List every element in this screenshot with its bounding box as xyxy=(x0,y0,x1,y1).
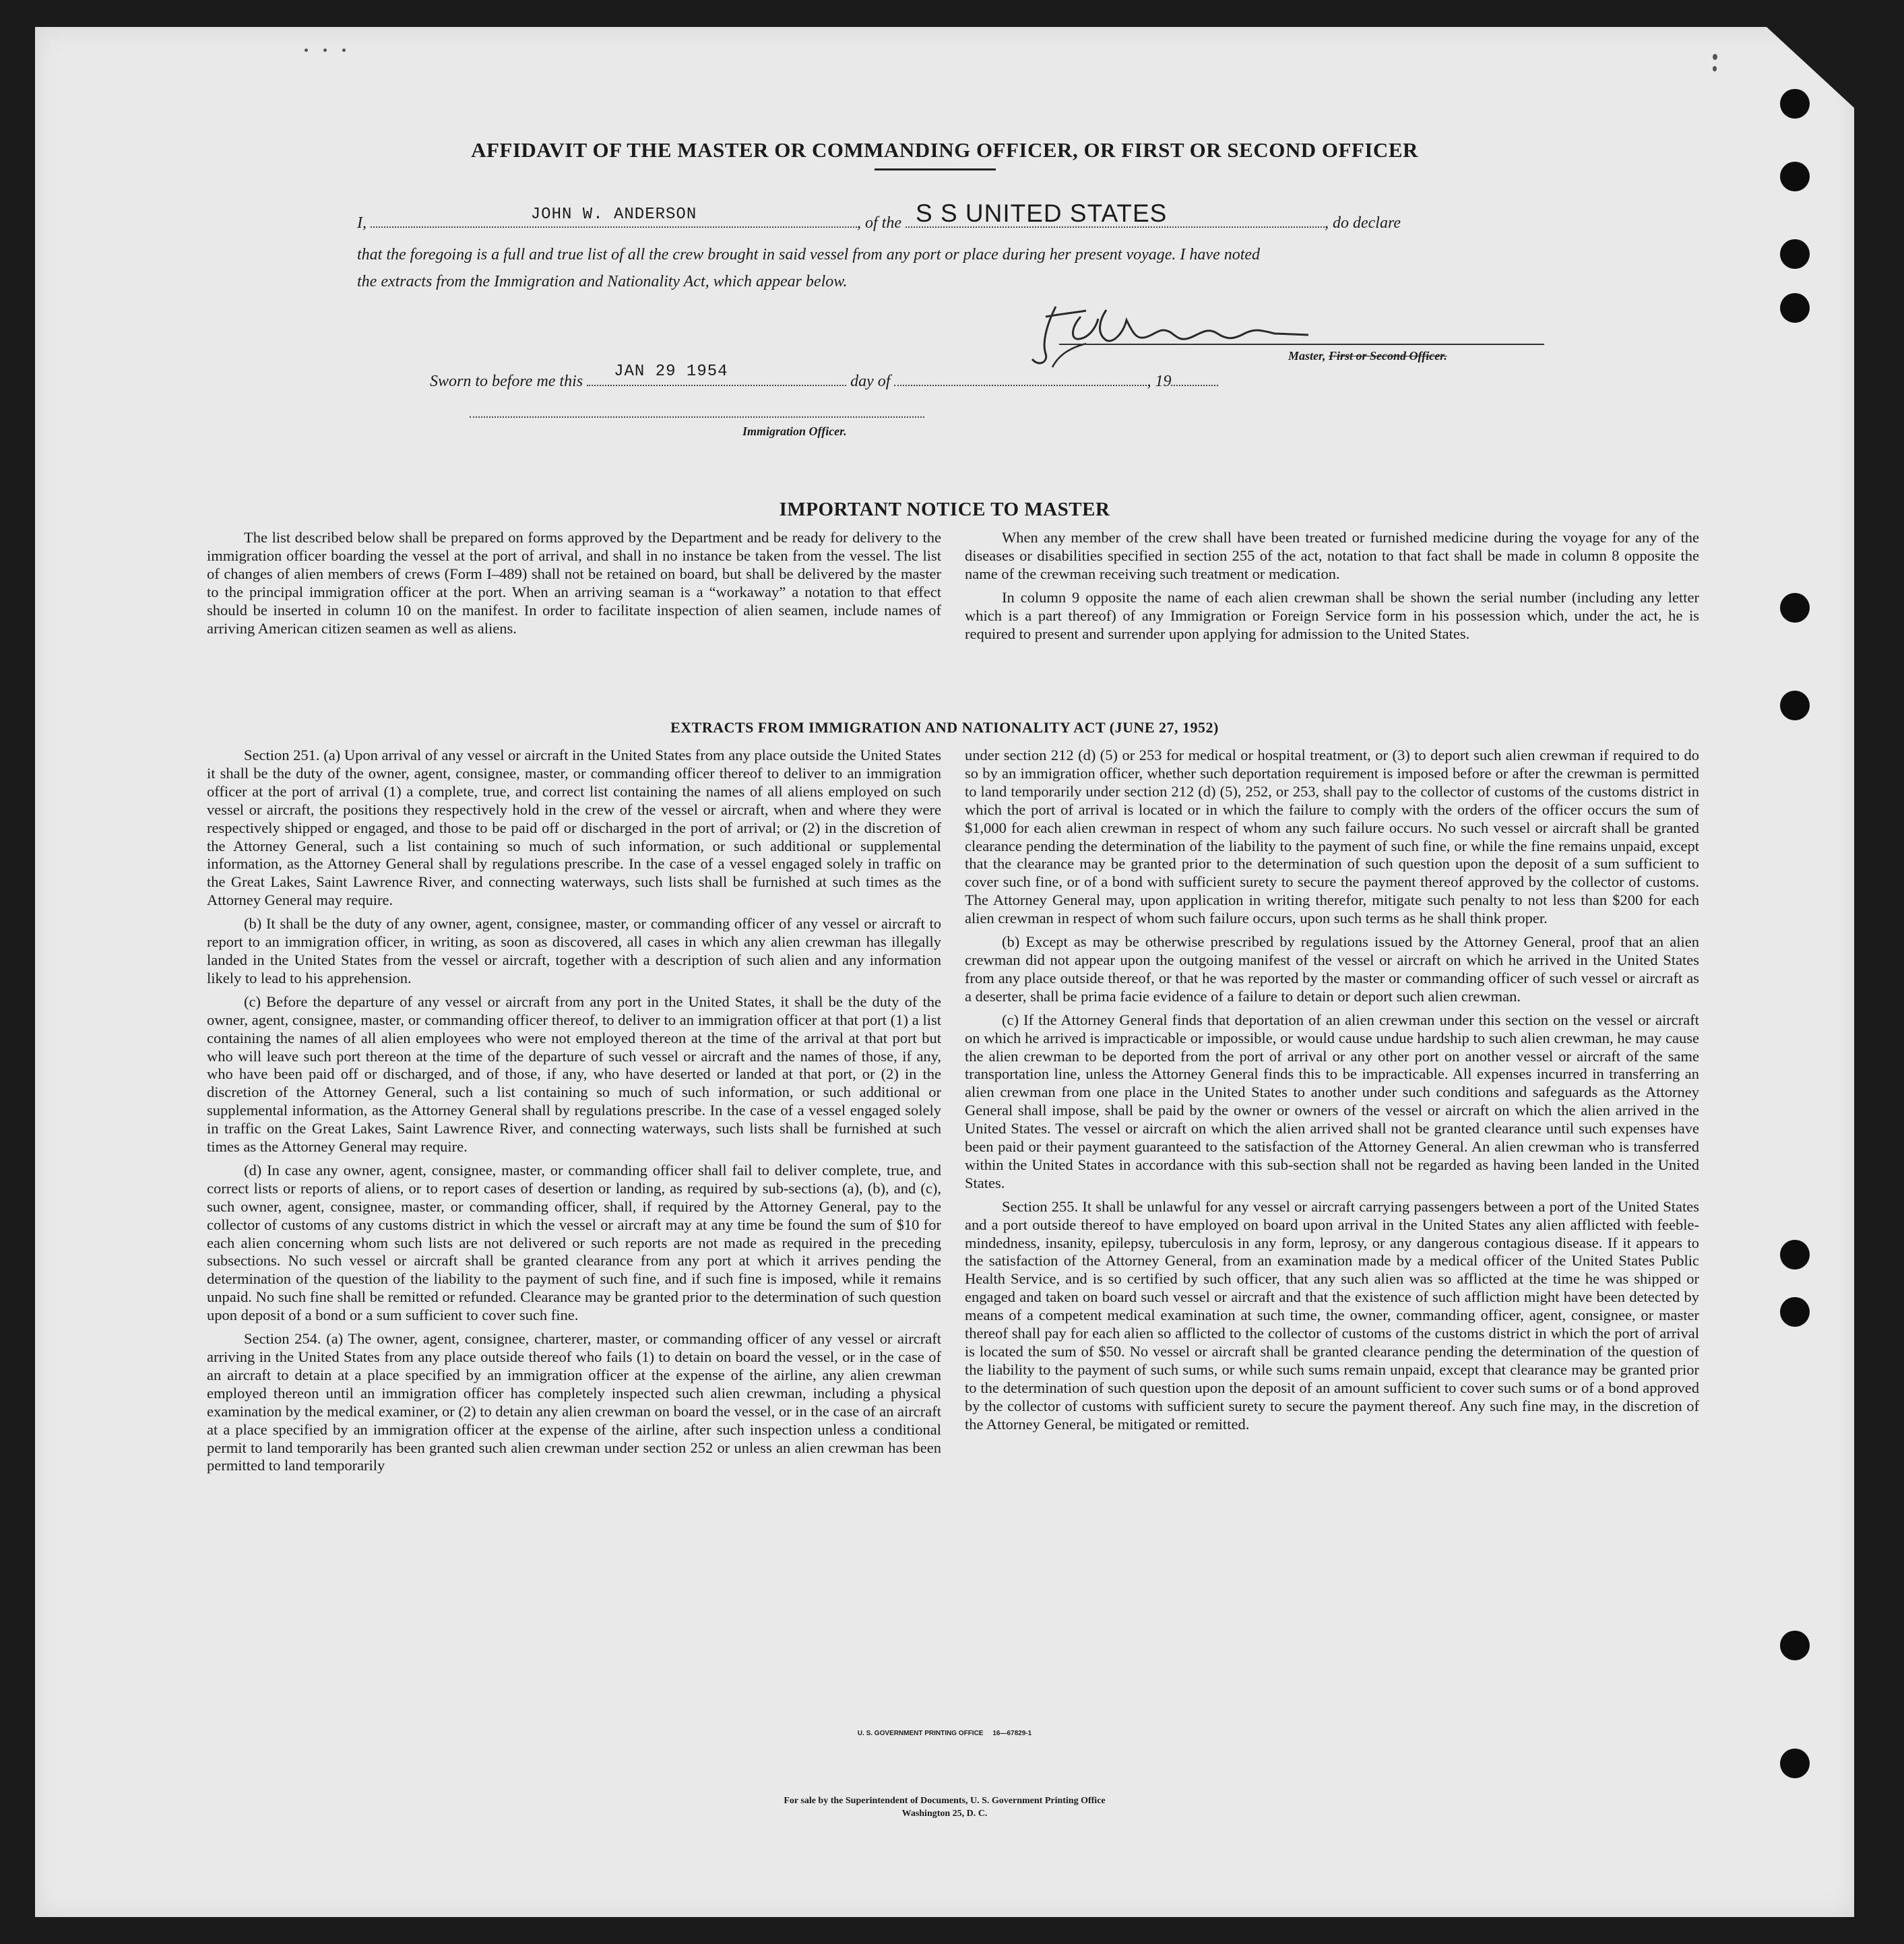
vessel-name: S S UNITED STATES xyxy=(916,199,1168,227)
affidavit-title: AFFIDAVIT OF THE MASTER OR COMMANDING OFFICER, OR FIRST OR SECOND OFFICER xyxy=(471,138,1418,162)
notice-paragraph: In column 9 opposite the name of each alien crewman shall be shown the serial number (including any letter which is a part thereof) of any Immigration or Foreign Service form in his possession which, under the act, he is required to present and surrender upon applying for admission to the United States. xyxy=(965,588,1699,642)
label-of-the: , of the xyxy=(857,214,901,232)
statement-line-2: the extracts from the Immigration and Nationality Act, which appear below. xyxy=(357,273,848,290)
extract-paragraph: Section 254. (a) The owner, agent, consignee, charterer, master, or commanding officer of any vessel or aircraft arriving in the United States from any place outside thereof who fails (1) to detain on board the vessel, or in the case of an aircraft to detain at a place specified by an immigration officer at the expense of the airline, any alien crewman employed thereon until an immigration officer has completely inspected such alien crewman, including a physical examination by the medical examiner, or (2) to detain any alien crewman on board the vessel, or in the case of an aircraft at a place specified by an immigration officer at the expense of the airline, after such inspection unless a conditional permit to land temporarily has been granted such alien crewman under section 252 or unless an alien crewman has been permitted to land temporarily xyxy=(207,1330,941,1474)
punch-hole xyxy=(1780,293,1810,323)
extracts-left-column xyxy=(207,747,941,1480)
officer-caption: Immigration Officer. xyxy=(742,425,847,438)
notice-paragraph: The list described below shall be prepared on forms approved by the Department and be ready for delivery to the immigration officer boarding the vessel at the port of arrival, and shall in no instance be taken from the vessel. The list of changes of alien members of crews (Form I–489) shall not be retained on board, but shall be delivered by the master to the principal immigration officer at the port. When an arriving seaman is a “workaway” a notation to that effect should be inserted in column 10 on the manifest. In order to facilitate inspection of alien seamen, include names of arriving American citizen seamen as well as aliens. xyxy=(207,529,941,637)
declaration-statement xyxy=(357,241,1556,295)
speck xyxy=(305,49,308,52)
label-sworn: Sworn to before me this xyxy=(430,373,583,390)
sworn-date: JAN 29 1954 xyxy=(614,363,728,381)
sale-notice-line-2: Washington 25, D. C. xyxy=(901,1809,988,1819)
extract-paragraph: (b) Except as may be otherwise prescribed by regulations issued by the Attorney General, proof that an alien crewman did not appear upon the outgoing manifest of the vessel or aircraft on which he arrived in the United States from any place outside thereof, or that he was reported by the master or commanding officer of such vessel or aircraft as a deserter, shall be prima facie evidence of a failure to detain or deport such alien crewman. xyxy=(965,933,1699,1005)
punch-hole xyxy=(1780,1240,1810,1269)
extract-paragraph: (c) Before the departure of any vessel or aircraft from any port in the United States, it shall be the duty of the owner, agent, consignee, master, or commanding officer thereof, to deliver to an immigration officer at that port (1) a list containing the names of all alien employees who were not employed thereon at the time of the arrival at that port but who will leave such port thereon at the time of the departure of such vessel or aircraft and the names of those, if any, who have been paid off or discharged, and of those, if any, who have deserted or landed at that port, or (2) in the discretion of the Attorney General, such a list containing so much of such information, or such additional or supplemental information, as the Attorney General shall by regulations prescribe. In the case of a vessel engaged solely in traffic on the Great Lakes, Saint Lawrence River, and connecting waterways, such lists shall be furnished at such times as the Attorney General may require. xyxy=(207,993,941,1156)
sale-notice-line-1: For sale by the Superintendent of Documents, U. S. Government Printing Office xyxy=(784,1796,1106,1806)
extract-paragraph: under section 212 (d) (5) or 253 for medical or hospital treatment, or (3) to deport such alien crewman if required to do so by an immigration officer, whether such deportation requirement is imposed before or after the crewman is permitted to land temporarily under section 212 (d) (5), 252, or 253, shall pay to the collector of customs of the customs district in which the port of arrival is located or in which the failure to comply with the orders of the officer occurs the sum of $1,000 for each alien crewman in respect of whom any such failure occurs. No such vessel or aircraft shall be granted clearance pending the determination of the liability to the payment of such fine, or while the fine remains unpaid, except that the clearance may be granted prior to the determination of such question upon the deposit of a sum sufficient to cover such fine, or of a bond with sufficient surety to secure the payment thereof approved by the collector of customs. The Attorney General may, upon application in writing therefor, mitigate such penalty to not less than $200 for each alien crewman in respect of whom such failure occurs, upon such terms as he shall think proper. xyxy=(965,747,1699,927)
punch-hole xyxy=(1780,691,1810,720)
extract-paragraph: (c) If the Attorney General finds that deportation of an alien crewman under this section on the vessel or aircraft on which he arrived is impracticable or impossible, or would cause undue hardship to such alien crewman, he may cause the alien crewman to be deported from the port of arrival or any other port on another vessel or aircraft of the same transportation line, unless the Attorney General finds this to be impracticable. All expenses incurred in transferring an alien crewman from one place in the United States to another under such conditions and safeguards as the Attorney General shall impose, shall be paid by the owner or owners of the vessel or aircraft on which the alien arrived in the United States. The vessel or aircraft on which the alien arrived shall not be granted clearance until such expenses have been paid or their payment guaranteed to the satisfaction of the Attorney General. An alien crewman who is transferred within the United States in accordance with this sub-section shall not be regarded as having been landed in the United States. xyxy=(965,1011,1699,1191)
notice-heading: IMPORTANT NOTICE TO MASTER xyxy=(779,499,1110,520)
signature-line xyxy=(1059,344,1544,345)
punch-hole xyxy=(1780,1749,1810,1778)
extract-paragraph: Section 251. (a) Upon arrival of any vessel or aircraft in the United States from any place outside the United States it shall be the duty of the owner, agent, consignee, master, or commanding officer thereof to deliver to an immigration officer at the port of arrival (1) a complete, true, and correct list containing the names of all aliens employed on such vessel or aircraft, the positions they respectively hold in the crew of the vessel or aircraft, when and where they were respectively shipped or engaged, and those to be paid off or discharged in the port of arrival; or (2) in the discretion of the Attorney General, such a list containing so much of such information, or such additional or supplemental information, as the Attorney General shall by regulations prescribe. In the case of a vessel engaged solely in traffic on the Great Lakes, Saint Lawrence River, and connecting waterways, such lists shall be furnished at such times as the Attorney General may require. xyxy=(207,747,941,909)
sworn-date-field xyxy=(587,363,846,386)
sworn-line xyxy=(430,363,1218,391)
extract-paragraph: (d) In case any owner, agent, consignee, master, or commanding officer shall fail to deliver complete, true, and correct lists or reports of aliens, or to report cases of desertion or landing, as required by sub-sections (a), (b), and (c), such owner, agent, consignee, master, or commanding officer, shall, if required by the Attorney General, pay to the collector of customs of any customs district in which the vessel or aircraft may at any time be found the sum of $10 for each alien concerning whom such lists are not delivered or such reports are not made as required in the preceding subsections. No such vessel or aircraft shall be granted clearance from any port at which it arrives pending the determination of the question of the liability to the payment of such fine, and if such fine is imposed, while it remains unpaid. No such fine shall be remitted or refunded. Clearance may be granted prior to the determination of such question upon deposit of a bond or a sum sufficient to cover such fine. xyxy=(207,1161,941,1324)
punch-hole xyxy=(1780,162,1810,191)
master-name: JOHN W. ANDERSON xyxy=(530,206,697,224)
title-rule xyxy=(875,168,996,170)
label-do-declare: , do declare xyxy=(1325,214,1401,232)
title-master: Master, xyxy=(1288,349,1326,363)
speck xyxy=(1713,66,1717,71)
label-day-of: day of xyxy=(850,373,891,390)
document-page xyxy=(35,27,1854,1917)
declaration-line xyxy=(357,199,1401,232)
officer-signature-line xyxy=(470,416,924,418)
notice-left-column xyxy=(207,529,941,643)
label-year: , 19 xyxy=(1147,373,1172,390)
month-field xyxy=(894,367,1147,386)
speck xyxy=(1713,54,1717,60)
extract-paragraph: (b) It shall be the duty of any owner, agent, consignee, master, or commanding officer of any vessel or aircraft to report to an immigration officer, in writing, as soon as discovered, all cases in which any alien crewman has illegally landed in the United States from the vessel or aircraft, together with a description of such alien and any information likely to lead to his apprehension. xyxy=(207,915,941,986)
extract-paragraph: Section 255. It shall be unlawful for any vessel or aircraft carrying passengers between a port of the United States and a port outside thereof to have employed on board upon arrival in the United States any alien afflicted with feeble-mindedness, insanity, epilepsy, tuberculosis in any form, leprosy, or any dangerous contagious disease. If it appears to the satisfaction of the Attorney General, from an examination made by a medical officer of the United States Public Health Service, and is so certified by such officer, that any such alien was so afflicted at the time he was shipped or engaged and taken on board such vessel or aircraft and that the existence of such affliction might have been detected by means of a competent medical examination at such time, the owner, commanding officer, agent, consignee, or master thereof shall pay for each alien so afflicted to the collector of customs of the customs district in which the port of arrival is located the sum of $50. No vessel or aircraft shall be granted clearance pending the determination of the question of the liability to the payment of such sums, or while such sums remain unpaid, except that clearance may be granted prior to the determination of such question upon the deposit of an amount sufficient to cover such sums or of a bond approved by the collector of customs with sufficient surety to secure the payment thereof. Any such fine may, in the discretion of the Attorney General, be mitigated or remitted. xyxy=(965,1197,1699,1433)
notice-right-column xyxy=(965,529,1699,648)
notice-paragraph: When any member of the crew shall have been treated or furnished medicine during the voyage for any of the diseases or disabilities specified in section 255 of the act, notation to that fact shall be made in column 8 opposite the name of the crewman receiving such treatment or medication. xyxy=(965,529,1699,582)
year-field xyxy=(1171,367,1218,386)
extracts-right-column xyxy=(965,747,1699,1439)
speck xyxy=(342,49,346,52)
punch-hole xyxy=(1780,239,1810,269)
signer-title xyxy=(1288,349,1447,363)
extracts-heading: EXTRACTS FROM IMMIGRATION AND NATIONALITY ACT (JUNE 27, 1952) xyxy=(670,719,1219,736)
vessel-name-field xyxy=(906,199,1325,228)
master-signature xyxy=(1005,280,1329,381)
punch-hole xyxy=(1780,89,1810,119)
punch-hole xyxy=(1780,593,1810,623)
master-name-field xyxy=(371,206,857,228)
statement-line-1: that the foregoing is a full and true list of all the crew brought in said vessel from any port or place during her present voyage. I have noted xyxy=(357,246,1261,263)
printer-imprint: U. S. GOVERNMENT PRINTING OFFICE 16—67829-1 xyxy=(857,1730,1032,1737)
speck xyxy=(323,49,327,52)
title-struck-officer: First or Second Officer. xyxy=(1329,349,1447,363)
punch-hole xyxy=(1780,1297,1810,1327)
punch-hole xyxy=(1780,1631,1810,1660)
label-i: I, xyxy=(357,214,367,232)
folded-corner xyxy=(1767,27,1854,108)
